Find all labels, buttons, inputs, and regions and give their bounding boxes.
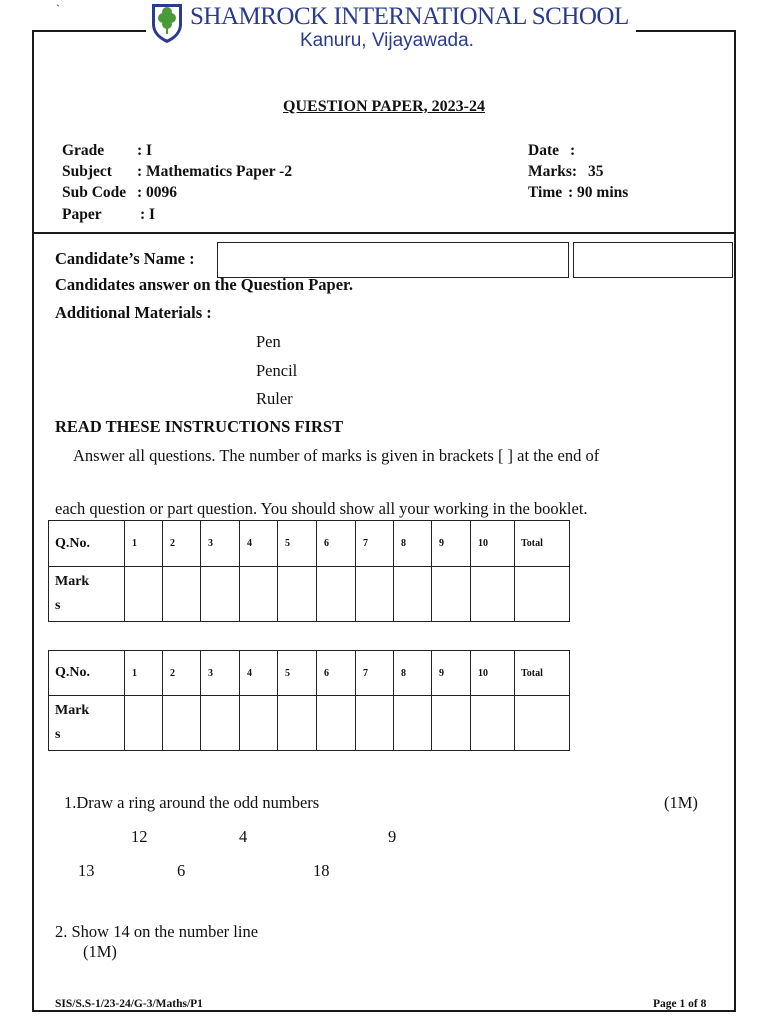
- marks-cell[interactable]: [201, 567, 240, 622]
- table-row: [49, 696, 570, 751]
- instructions-line-1: Answer all questions. The number of marks is given in brackets [ ] at the end of: [73, 446, 600, 465]
- school-name: SHAMROCK INTERNATIONAL SCHOOL: [190, 3, 629, 30]
- question-col: 2: [163, 651, 201, 696]
- number-option[interactable]: 18: [313, 861, 330, 880]
- question-col: 9: [432, 651, 471, 696]
- question-2-text: 2. Show 14 on the number line: [55, 922, 259, 941]
- meta-value: : 90 mins: [568, 184, 629, 201]
- marks-header: [49, 567, 125, 622]
- marks-cell[interactable]: [125, 696, 163, 751]
- marks-cell[interactable]: [278, 696, 317, 751]
- meta-grade: [62, 142, 152, 160]
- page-number: Page 1 of 8: [653, 998, 707, 1010]
- question-col: 8: [394, 521, 432, 567]
- question-1-marks: (1M): [664, 793, 698, 812]
- stray-mark: `: [56, 2, 60, 16]
- question-col: 7: [356, 521, 394, 567]
- answer-note: Candidates answer on the Question Paper.: [55, 275, 353, 294]
- question-col: 10: [471, 651, 515, 696]
- marks-label-a: Mark: [55, 703, 90, 718]
- meta-marks: [528, 163, 604, 181]
- meta-key: Paper: [62, 206, 102, 223]
- school-location: Kanuru, Vijayawada.: [300, 30, 474, 51]
- meta-time: [528, 184, 628, 202]
- material-item: Pen: [256, 332, 281, 351]
- question-col: 1: [125, 651, 163, 696]
- question-col: 5: [278, 651, 317, 696]
- marks-cell[interactable]: [432, 696, 471, 751]
- instructions-heading: READ THESE INSTRUCTIONS FIRST: [55, 417, 344, 436]
- meta-value: : 0096: [137, 184, 178, 201]
- marks-cell[interactable]: [163, 567, 201, 622]
- qno-header: Q.No.: [49, 521, 125, 567]
- question-2-marks: (1M): [83, 942, 117, 961]
- meta-key: Marks:: [528, 163, 578, 180]
- material-item: Ruler: [256, 389, 293, 408]
- table-row: [49, 521, 570, 567]
- marks-header: [49, 696, 125, 751]
- question-col: 6: [317, 651, 356, 696]
- marks-cell[interactable]: [515, 696, 570, 751]
- marks-cell[interactable]: [432, 567, 471, 622]
- marks-cell[interactable]: [394, 567, 432, 622]
- question-col: 3: [201, 521, 240, 567]
- meta-key: Grade: [62, 142, 105, 159]
- meta-key: Sub Code: [62, 184, 127, 201]
- question-col: 8: [394, 651, 432, 696]
- meta-value: : I: [140, 206, 156, 223]
- number-option[interactable]: 6: [177, 861, 186, 880]
- marks-cell[interactable]: [515, 567, 570, 622]
- material-item: Pencil: [256, 361, 298, 380]
- meta-value: : I: [137, 142, 153, 159]
- table-row: [49, 651, 570, 696]
- question-col: 3: [201, 651, 240, 696]
- instructions-line-2: each question or part question. You should show all your working in the booklet.: [55, 499, 588, 518]
- marks-label-b: s: [55, 727, 61, 742]
- qno-header: Q.No.: [49, 651, 125, 696]
- question-col: 4: [240, 521, 278, 567]
- question-col: 2: [163, 521, 201, 567]
- meta-key: Date: [528, 142, 559, 159]
- number-option[interactable]: 13: [78, 861, 95, 880]
- question-1-text: 1.Draw a ring around the odd numbers: [64, 793, 320, 812]
- footer-code: SIS/S.S-1/23-24/G-3/Maths/P1: [55, 998, 203, 1010]
- marks-cell[interactable]: [356, 696, 394, 751]
- marks-cell[interactable]: [356, 567, 394, 622]
- marks-cell[interactable]: [240, 696, 278, 751]
- marks-table: [48, 650, 570, 751]
- question-col: 4: [240, 651, 278, 696]
- marks-cell[interactable]: [278, 567, 317, 622]
- marks-table: [48, 520, 570, 622]
- question-col: 7: [356, 651, 394, 696]
- meta-value: 35: [588, 163, 604, 180]
- marks-label-b: s: [55, 598, 61, 613]
- meta-key: Subject: [62, 163, 112, 180]
- question-col: 5: [278, 521, 317, 567]
- number-option[interactable]: 9: [388, 827, 397, 846]
- marks-cell[interactable]: [317, 696, 356, 751]
- marks-cell[interactable]: [471, 696, 515, 751]
- marks-label-a: Mark: [55, 574, 90, 589]
- question-col: 10: [471, 521, 515, 567]
- meta-subject: [62, 163, 292, 181]
- meta-value: :: [570, 142, 576, 159]
- meta-paper: [62, 206, 155, 224]
- meta-value: : Mathematics Paper -2: [137, 163, 293, 180]
- marks-cell[interactable]: [201, 696, 240, 751]
- marks-cell[interactable]: [163, 696, 201, 751]
- school-crest-icon: [150, 2, 184, 44]
- candidate-name-field[interactable]: [217, 242, 569, 278]
- paper-title: QUESTION PAPER, 2023-24: [283, 98, 485, 115]
- marks-cell[interactable]: [317, 567, 356, 622]
- candidate-name-label: Candidate’s Name :: [55, 249, 195, 268]
- question-col: 6: [317, 521, 356, 567]
- meta-subcode: [62, 184, 177, 202]
- table-row: [49, 567, 570, 622]
- number-option[interactable]: 4: [239, 827, 248, 846]
- marks-cell[interactable]: [240, 567, 278, 622]
- question-col: 9: [432, 521, 471, 567]
- marks-cell[interactable]: [471, 567, 515, 622]
- materials-label: Additional Materials :: [55, 303, 212, 322]
- header-divider: [32, 232, 736, 234]
- meta-key: Time: [528, 184, 563, 201]
- total-header: Total: [515, 651, 570, 696]
- meta-date: [528, 142, 575, 160]
- marks-cell[interactable]: [394, 696, 432, 751]
- question-col: 1: [125, 521, 163, 567]
- total-header: Total: [515, 521, 570, 567]
- marks-cell[interactable]: [125, 567, 163, 622]
- candidate-number-field[interactable]: [573, 242, 733, 278]
- number-option[interactable]: 12: [131, 827, 148, 846]
